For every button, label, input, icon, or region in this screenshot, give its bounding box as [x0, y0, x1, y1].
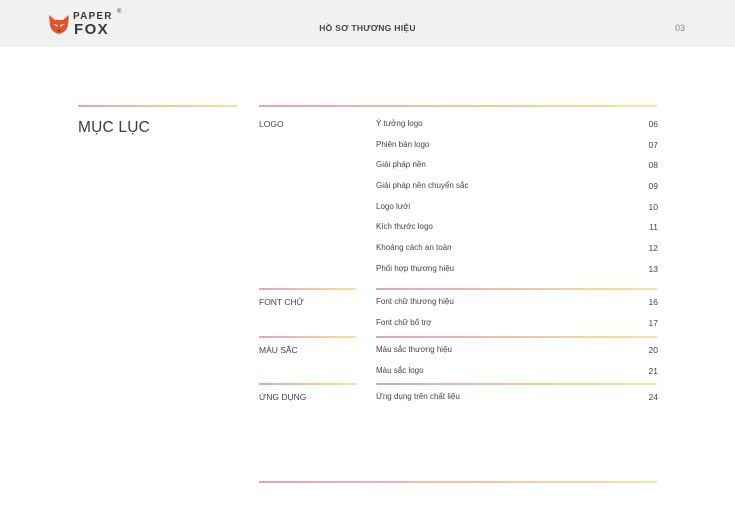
toc-entry-page: 17	[648, 318, 658, 328]
toc-entry-title[interactable]: Phiên bản logo	[376, 140, 430, 149]
toc-entry-title[interactable]: Phối hợp thương hiệu	[376, 264, 455, 273]
toc-entry-page: 09	[648, 181, 658, 191]
toc-entry-title[interactable]: Ứng dụng trên chất liệu	[376, 392, 460, 401]
toc-entry-page: 13	[648, 264, 658, 274]
toc-entry-page: 10	[648, 202, 658, 212]
page-header	[0, 0, 735, 47]
section-title-font: FONT CHỮ	[259, 297, 304, 307]
toc-title-divider	[78, 105, 237, 107]
toc-entry-title[interactable]: Ý tưởng logo	[376, 119, 423, 128]
entries-divider	[376, 336, 657, 338]
section-divider	[259, 383, 357, 385]
toc-entry-title[interactable]: Logo lưới	[376, 202, 411, 211]
toc-entry-title[interactable]: Font chữ bổ trợ	[376, 318, 432, 327]
section-title-application: ỨNG DỤNG	[259, 392, 307, 402]
toc-bottom-divider	[259, 481, 657, 483]
entries-divider	[376, 288, 657, 290]
section-divider	[259, 288, 357, 290]
toc-entry-title[interactable]: Khoảng cách an toàn	[376, 243, 452, 252]
toc-entry-title[interactable]: Giải pháp nền	[376, 160, 426, 169]
entries-divider	[376, 383, 657, 385]
document-title: HỒ SƠ THƯƠNG HIỆU	[319, 23, 416, 33]
toc-entry-title[interactable]: Giải pháp nền chuyển sắc	[376, 181, 469, 190]
section-divider	[259, 336, 357, 338]
toc-entry-title[interactable]: Màu sắc logo	[376, 366, 424, 375]
toc-entry-page: 20	[648, 345, 658, 355]
toc-entry-title[interactable]: Font chữ thương hiệu	[376, 297, 454, 306]
registered-mark: ®	[117, 9, 122, 15]
toc-entry-page: 06	[648, 119, 658, 129]
logo-text-paper: PAPER	[73, 11, 113, 22]
toc-title: MỤC LỤC	[78, 119, 151, 136]
page-number: 03	[674, 23, 685, 33]
toc-entry-page: 08	[648, 160, 658, 170]
toc-entry-page: 21	[648, 366, 658, 376]
logo-text-fox: FOX	[74, 21, 110, 38]
toc-top-divider	[259, 105, 657, 107]
section-title-logo: LOGO	[259, 119, 284, 129]
toc-entry-title[interactable]: Màu sắc thương hiệu	[376, 345, 452, 354]
section-title-color: MÀU SẮC	[259, 345, 298, 355]
toc-entry-page: 24	[648, 392, 658, 402]
toc-entry-title[interactable]: Kích thước logo	[376, 222, 433, 231]
toc-entry-page: 07	[648, 140, 658, 150]
toc-entry-page: 12	[648, 243, 658, 253]
toc-entry-page: 16	[648, 297, 658, 307]
toc-entry-page: 11	[649, 222, 658, 232]
